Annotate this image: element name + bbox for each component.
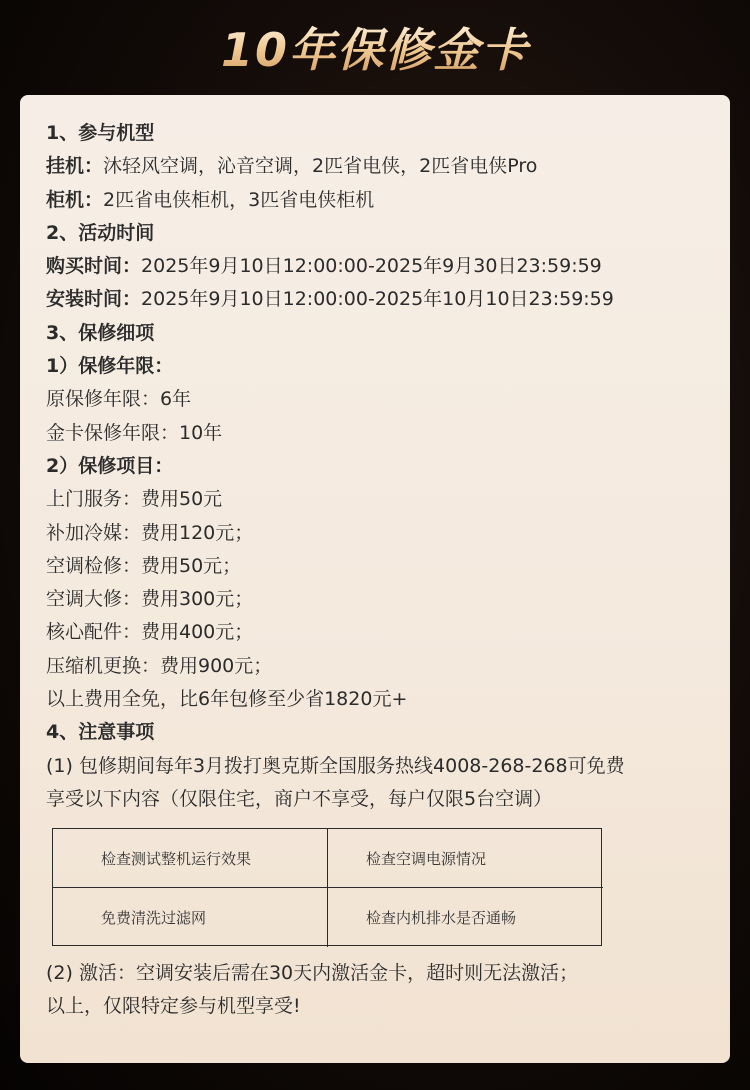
note-1-line-1: (1) 包修期间每年3月拨打奥克斯全国服务热线4008-268-268可免费 (46, 754, 625, 777)
warranty-item: 压缩机更换：费用900元； (46, 654, 273, 677)
info-card (20, 95, 730, 1063)
note-2-activation: (2) 激活：空调安装后需在30天内激活金卡，超时则无法激活； (46, 962, 579, 984)
section-heading-time: 2、活动时间 (46, 221, 155, 244)
purchase-time-label: 购买时间： (46, 255, 142, 278)
cabinet-models-line (46, 184, 730, 217)
section-heading-models: 1、参与机型 (46, 122, 155, 144)
warranty-item: 补加冷媒：费用120元； (46, 521, 254, 544)
notes-after-table (46, 957, 578, 1024)
install-time-value: 2025年9月10日12:00:00-2025年10月10日23:59:59 (141, 288, 614, 311)
hang-models-line (46, 150, 730, 183)
savings-summary: 以上费用全免，比6年包修至少省1820元+ (46, 688, 408, 711)
table-cell: 检查空调电源情况 (328, 829, 603, 888)
table-cell: 检查测试整机运行效果 (53, 829, 328, 888)
original-warranty: 原保修年限：6年 (46, 388, 192, 411)
gold-warranty: 金卡保修年限：10年 (46, 421, 223, 444)
warranty-item: 空调检修：费用50元； (46, 554, 242, 577)
hang-models-label: 挂机： (46, 155, 104, 178)
purchase-time-line (46, 250, 730, 283)
hang-models-value: 沐轻风空调，沁音空调，2匹省电侠，2匹省电侠Pro (103, 155, 538, 178)
install-time-label: 安装时间： (46, 288, 142, 311)
warranty-item: 上门服务：费用50元 (46, 488, 223, 511)
table-cell: 免费清洗过滤网 (53, 888, 328, 947)
table-cell: 检查内机排水是否通畅 (366, 909, 517, 927)
warranty-item: 空调大修：费用300元； (46, 588, 254, 611)
warranty-item: 核心配件：费用400元； (46, 621, 254, 644)
section-heading-warranty: 3、保修细项 (46, 321, 155, 344)
service-table (52, 828, 602, 946)
warranty-years-subheading: 1）保修年限： (46, 355, 174, 378)
section-heading-notes: 4、注意事项 (46, 721, 155, 744)
purchase-time-value: 2025年9月10日12:00:00-2025年9月30日23:59:59 (141, 255, 602, 278)
note-1-line-2: 享受以下内容（仅限住宅，商户不享受，每户仅限5台空调） (46, 787, 553, 810)
install-time-line (46, 283, 730, 316)
cabinet-models-label: 柜机： (46, 188, 104, 211)
page-title: 10年保修金卡 (0, 18, 750, 88)
warranty-items-subheading: 2）保修项目： (46, 454, 174, 477)
note-3-restriction: 以上，仅限特定参与机型享受! (46, 995, 301, 1018)
cabinet-models-value: 2匹省电侠柜机，3匹省电侠柜机 (103, 188, 375, 211)
